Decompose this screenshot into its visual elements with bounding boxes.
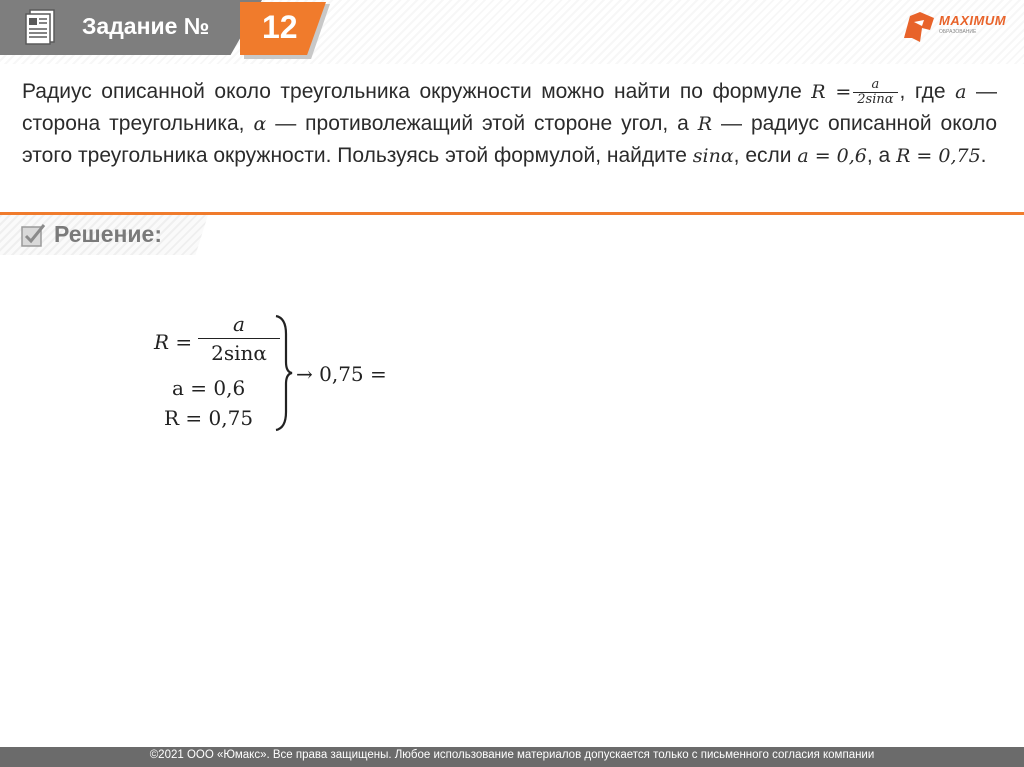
logo-text: MAXIMUM [939, 13, 1007, 28]
problem-text: , [899, 80, 906, 103]
variable-a: a [955, 81, 967, 103]
task-label: Задание № [82, 13, 210, 39]
checkbox-check-icon [20, 222, 46, 248]
variable-sin-alpha: sinα [692, 145, 734, 167]
problem-text: Радиус описанной около треугольника окружности можно найти по формуле [22, 80, 812, 103]
formula-fraction [853, 78, 897, 107]
solution-numerator: a [198, 312, 280, 339]
problem-text: —сторона треугольника, [22, 80, 997, 135]
document-icon [24, 8, 60, 46]
formula-lhs: R = [811, 81, 852, 103]
section-divider [0, 212, 1024, 215]
variable-r: R [697, 113, 713, 135]
problem-text: , а [866, 144, 897, 167]
problem-statement [22, 76, 997, 172]
problem-text: , если [733, 144, 798, 167]
footer-copyright: ©2021 ООО «Юмакс». Все права защищены. Любое использование материалов допускается только с письменного согласия компании [149, 749, 875, 761]
logo-subtext: ОБРАЗОВАНИЕ [939, 29, 977, 35]
solution-formula-lhs: R = [154, 330, 193, 354]
formula-denominator: 2sinα [857, 91, 894, 107]
task-number: 12 [262, 9, 298, 45]
condition-a: a = 0,6 [797, 145, 867, 167]
problem-text: . [980, 144, 987, 167]
solution-row-a: a = 0,6 [172, 376, 246, 400]
condition-r: R = 0,75 [896, 145, 981, 167]
variable-alpha: α [253, 113, 267, 135]
problem-text: — радиус описанной около этого треугольника окружности. Пользуясь этой формулой, найдите [22, 112, 998, 167]
problem-text: где [905, 80, 956, 103]
solution-fraction [198, 312, 280, 365]
solution-denominator: 2sinα [211, 341, 267, 365]
solution-row-r: R = 0,75 [164, 406, 254, 430]
solution-result: → 0,75 = [296, 362, 387, 386]
problem-text: — противолежащий этой стороне угол, а [266, 112, 698, 135]
formula-numerator: a [853, 78, 897, 93]
right-brace-icon [274, 314, 294, 432]
solution-formula [140, 312, 440, 442]
solution-label: Решение: [54, 221, 163, 247]
